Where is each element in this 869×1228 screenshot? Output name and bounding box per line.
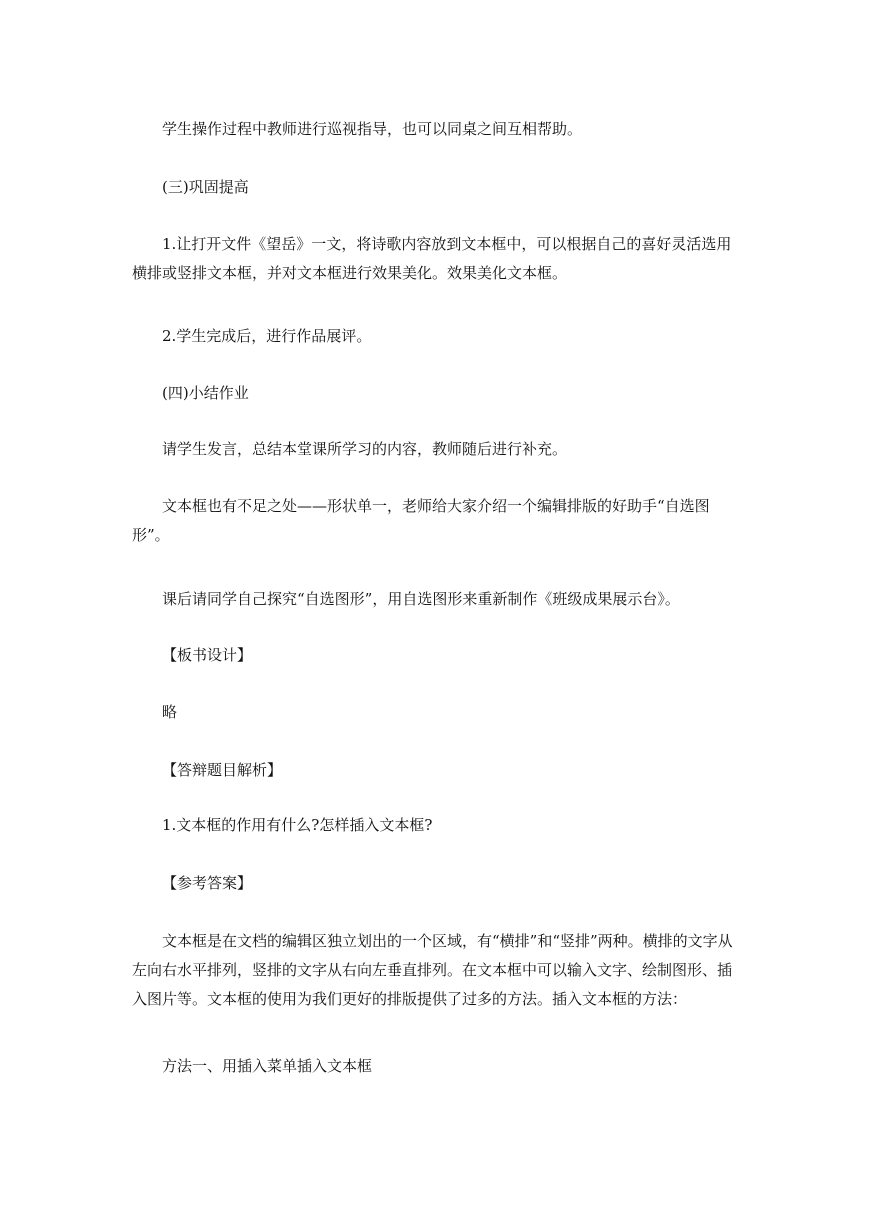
paragraph-student-practice: 学生操作过程中教师进行巡视指导，也可以同桌之间互相帮助。 — [162, 120, 583, 138]
heading-board-design: 【板书设计】 — [162, 646, 253, 664]
paragraph-method-1: 方法一、用插入菜单插入文本框 — [162, 1057, 373, 1075]
paragraph-answer: 文本框是在文档的编辑区独立划出的一个区域，有“横排”和“竖排”两种。横排的文字从左向右水平排列，竖排的文字从右向左垂直排列。在文本框中可以输入文字、绘制图形、插入图片等。文本框的使用为我们更好的排版提供了过多的方法。插入文本框的方法： — [132, 932, 733, 1008]
paragraph-autoshape-intro: 文本框也有不足之处——形状单一，老师给大家介绍一个编辑排版的好助手“自选图形”。 — [132, 497, 710, 544]
heading-reference-answer: 【参考答案】 — [162, 874, 253, 892]
paragraph-omitted: 略 — [162, 703, 178, 721]
heading-summary: (四)小结作业 — [162, 384, 249, 402]
paragraph-homework: 课后请同学自己探究“自选图形”，用自选图形来重新制作《班级成果展示台》。 — [162, 590, 680, 608]
heading-consolidate: (三)巩固提高 — [162, 178, 249, 196]
paragraph-task-2: 2.学生完成后，进行作品展评。 — [162, 327, 372, 345]
heading-defense-analysis: 【答辩题目解析】 — [162, 761, 283, 779]
paragraph-summary: 请学生发言，总结本堂课所学习的内容，教师随后进行补充。 — [162, 440, 568, 458]
paragraph-task-1: 1.让打开文件《望岳》一文，将诗歌内容放到文本框中，可以根据自己的喜好灵活选用横排或竖排文本框，并对文本框进行效果美化。效果美化文本框。 — [132, 235, 732, 282]
paragraph-question-1: 1.文本框的作用有什么?怎样插入文本框? — [162, 816, 433, 834]
